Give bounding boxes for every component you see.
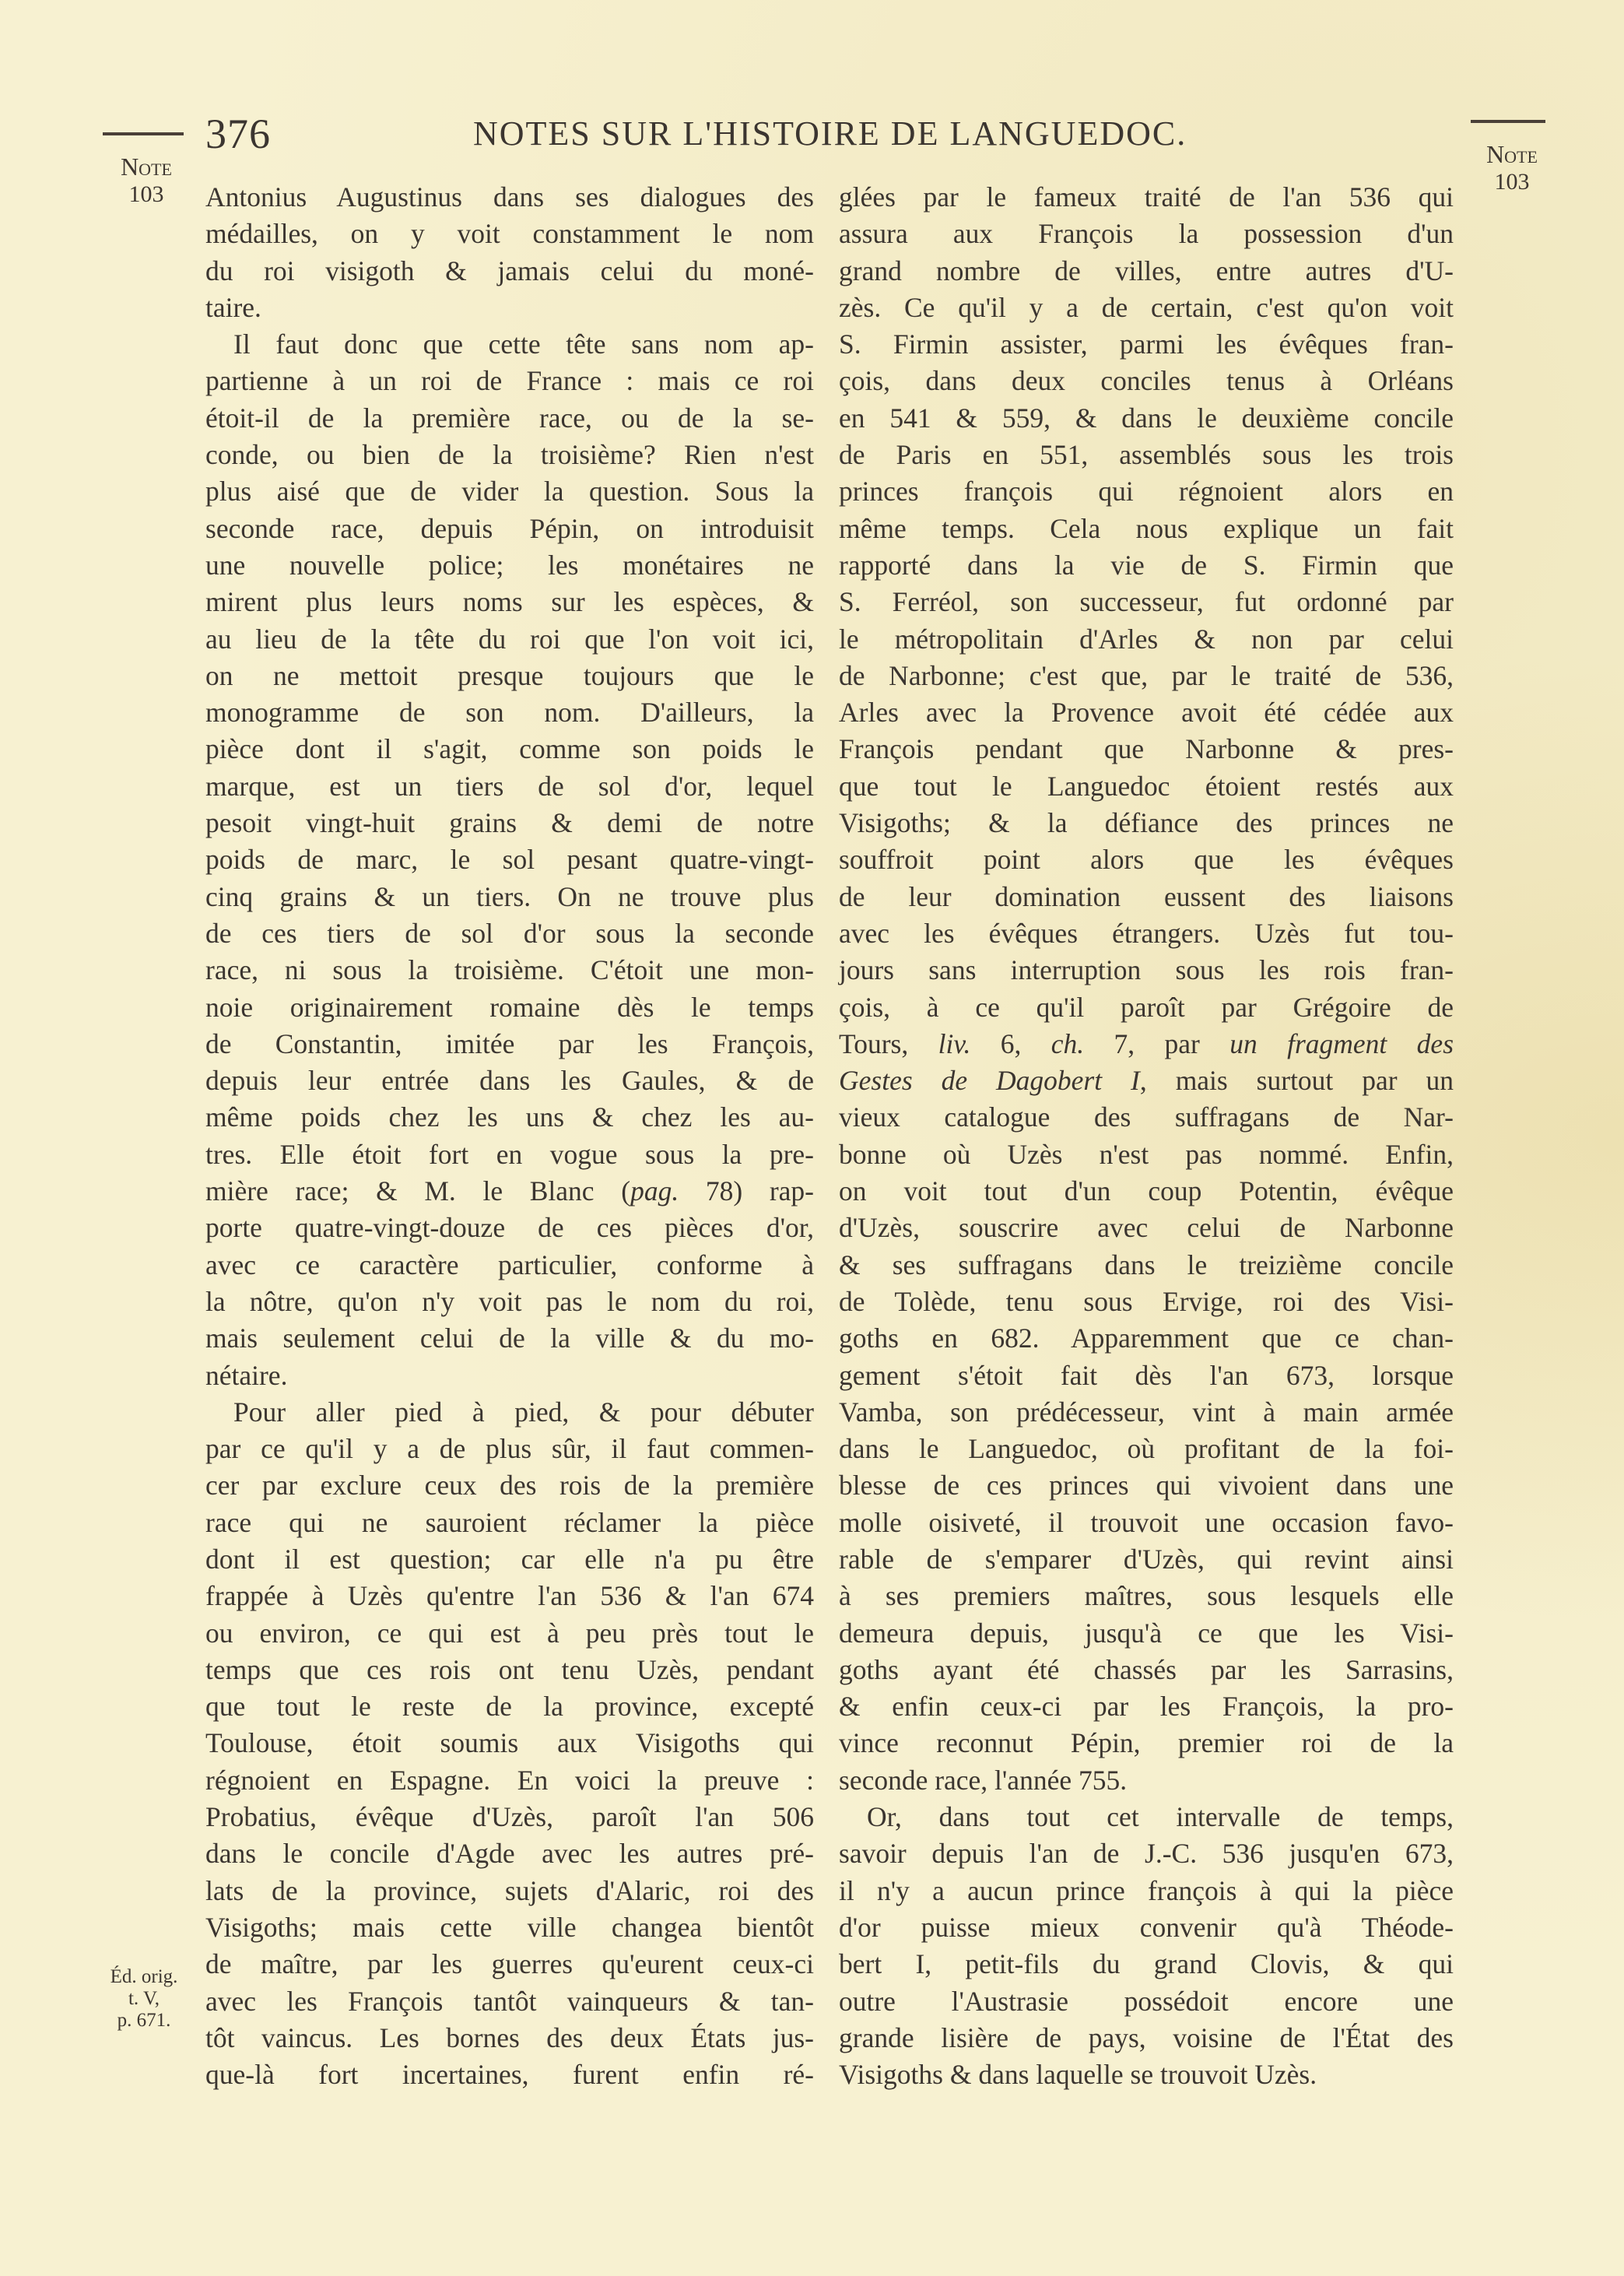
text-line: Il faut donc que cette tête sans nom ap- xyxy=(233,328,814,360)
text-line: & ses suffragans dans le treizième concile xyxy=(839,1249,1454,1280)
text-fragment: mière race; & M. le Blanc ( xyxy=(205,1175,631,1207)
text-line: plus aisé que de vider la question. Sous la xyxy=(205,476,814,508)
text-line: noie originairement romaine dès le temps xyxy=(205,991,814,1023)
text-line: Visigoths; mais cette ville changea bientôt xyxy=(205,1911,814,1943)
text-line: demeura depuis, jusqu'à ce que les Visi- xyxy=(839,1617,1454,1649)
text-line: S. Firmin assister, parmi les évêques fran- xyxy=(839,328,1454,360)
text-line: à ses premiers maîtres, sous lesquels elle xyxy=(839,1580,1454,1612)
left-column xyxy=(205,179,814,2093)
running-title: NOTES SUR L'HISTOIRE DE LANGUEDOC. xyxy=(473,114,1187,153)
citation-italic: pag. xyxy=(630,1175,679,1207)
text-line: assura aux François la possession d'un xyxy=(839,218,1454,250)
text-line: on voit tout d'un coup Potentin, évêque xyxy=(839,1175,1454,1207)
text-line: dans le concile d'Agde avec les autres pré- xyxy=(205,1838,814,1870)
text-line-citation xyxy=(839,1062,1454,1099)
text-line: François pendant que Narbonne & pres- xyxy=(839,733,1454,765)
text-line: savoir depuis l'an de J.-C. 536 jusqu'en 673, xyxy=(839,1838,1454,1870)
text-line: glées par le fameux traité de l'an 536 qui xyxy=(839,181,1454,212)
text-line: Vamba, son prédécesseur, vint à main armée xyxy=(839,1396,1454,1428)
left-margin-rule xyxy=(103,132,184,135)
text-line: seconde race, depuis Pépin, on introduisit xyxy=(205,512,814,544)
text-line: bert I, petit-fils du grand Clovis, & qui xyxy=(839,1948,1454,1980)
text-line: cinq grains & un tiers. On ne trouve plus xyxy=(205,880,814,912)
text-line: monogramme de son nom. D'ailleurs, la xyxy=(205,697,814,729)
text-line: que tout le Languedoc étoient restés aux xyxy=(839,770,1454,802)
text-line: vieux catalogue des suffragans de Nar- xyxy=(839,1101,1454,1133)
text-line: mirent plus leurs noms sur les espèces, & xyxy=(205,586,814,618)
right-margin-rule xyxy=(1471,120,1545,123)
text-line: molle oisiveté, il trouvoit une occasion favo- xyxy=(839,1506,1454,1538)
citation-italic: un fragment des xyxy=(1229,1027,1454,1059)
text-line: goths en 682. Apparemment que ce chan- xyxy=(839,1322,1454,1354)
text-line: & enfin ceux-ci par les François, la pro- xyxy=(839,1691,1454,1723)
text-line: jours sans interruption sous les rois fran- xyxy=(839,954,1454,986)
text-line: de ces tiers de sol d'or sous la seconde xyxy=(205,917,814,949)
text-line: frappée à Uzès qu'entre l'an 536 & l'an 674 xyxy=(205,1580,814,1612)
text-line: ou environ, ce qui est à peu près tout le xyxy=(205,1617,814,1649)
text-line: même temps. Cela nous explique un fait xyxy=(839,512,1454,544)
text-line: conde, ou bien de la troisième? Rien n'est xyxy=(205,439,814,471)
text-line: seconde race, l'année 755. xyxy=(839,1764,1128,1796)
text-line: zès. Ce qu'il y a de certain, c'est qu'on voit xyxy=(839,291,1454,323)
text-line: avec les évêques étrangers. Uzès fut tou- xyxy=(839,917,1454,949)
text-line: par ce qu'il y a de plus sûr, il faut commen- xyxy=(205,1433,814,1465)
text-line: depuis leur entrée dans les Gaules, & de xyxy=(205,1065,814,1097)
text-line: même poids chez les uns & chez les au- xyxy=(205,1101,814,1133)
text-line: tôt vaincus. Les bornes des deux États jus- xyxy=(205,2021,814,2053)
text-line: pièce dont il s'agit, comme son poids le xyxy=(205,733,814,765)
text-line: Pour aller pied à pied, & pour débuter xyxy=(233,1396,814,1428)
text-line: que-là fort incertaines, furent enfin ré- xyxy=(205,2059,814,2091)
edition-reference xyxy=(97,1966,191,2032)
edition-ref-line: Éd. orig. xyxy=(110,1966,178,1987)
citation-italic: ch. xyxy=(1051,1027,1085,1059)
text-line: pesoit vingt-huit grains & demi de notre xyxy=(205,807,814,839)
text-line: race, ni sous la troisième. C'étoit une mon- xyxy=(205,954,814,986)
text-line: bonne où Uzès n'est pas nommé. Enfin, xyxy=(839,1138,1454,1170)
note-number: 103 xyxy=(128,181,164,207)
note-label: Note xyxy=(121,153,172,181)
citation-italic: Gestes de Dagobert I xyxy=(839,1065,1140,1097)
text-line: çois, dans deux conciles tenus à Orléans xyxy=(839,365,1454,397)
text-line-citation xyxy=(839,1026,1454,1062)
text-line: régnoient en Espagne. En voici la preuve : xyxy=(205,1764,814,1796)
text-line: mais seulement celui de la ville & du mo- xyxy=(205,1322,814,1354)
text-line: outre l'Austrasie possédoit encore une xyxy=(839,1985,1454,2017)
citation-italic: liv. xyxy=(938,1027,971,1059)
text-line: vince reconnut Pépin, premier roi de la xyxy=(839,1727,1454,1759)
text-line: Visigoths & dans laquelle se trouvoit Uzès. xyxy=(839,2059,1317,2091)
text-line-citation xyxy=(205,1173,814,1210)
text-line: de Paris en 551, assemblés sous les trois xyxy=(839,439,1454,471)
text-line: marque, est un tiers de sol d'or, lequel xyxy=(205,770,814,802)
text-line: Probatius, évêque d'Uzès, paroît l'an 506 xyxy=(205,1801,814,1833)
text-line: çois, à ce qu'il paroît par Grégoire de xyxy=(839,991,1454,1023)
text-line: avec ce caractère particulier, conforme à xyxy=(205,1249,814,1280)
text-line: on ne mettoit presque toujours que le xyxy=(205,659,814,691)
text-line: de maître, par les guerres qu'eurent ceux-ci xyxy=(205,1948,814,1980)
text-line: gement s'étoit fait dès l'an 673, lorsque xyxy=(839,1359,1454,1391)
text-line: une nouvelle police; les monétaires ne xyxy=(205,549,814,581)
page-number: 376 xyxy=(205,111,271,157)
text-line: rable de s'emparer d'Uzès, qui revint ainsi xyxy=(839,1543,1454,1575)
text-line: d'Uzès, souscrire avec celui de Narbonne xyxy=(839,1212,1454,1244)
text-line: souffroit point alors que les évêques xyxy=(839,844,1454,876)
text-line: grande lisière de pays, voisine de l'État des xyxy=(839,2021,1454,2053)
text-line: race qui ne sauroient réclamer la pièce xyxy=(205,1506,814,1538)
text-line: étoit-il de la première race, ou de la se- xyxy=(205,402,814,434)
text-line: blesse de ces princes qui vivoient dans une xyxy=(839,1470,1454,1502)
text-line: grand nombre de villes, entre autres d'U- xyxy=(839,255,1454,286)
text-line: princes françois qui régnoient alors en xyxy=(839,476,1454,508)
text-line: taire. xyxy=(205,291,261,323)
text-line: avec les François tantôt vainqueurs & tan- xyxy=(205,1985,814,2017)
text-line: poids de marc, le sol pesant quatre-vingt- xyxy=(205,844,814,876)
text-line: il n'y a aucun prince françois à qui la pièce xyxy=(839,1874,1454,1906)
right-column xyxy=(839,179,1454,2093)
text-line: en 541 & 559, & dans le deuxième concile xyxy=(839,402,1454,434)
text-line: le métropolitain d'Arles & non par celui xyxy=(839,623,1454,655)
text-line: S. Ferréol, son successeur, fut ordonné par xyxy=(839,586,1454,618)
text-line: cer par exclure ceux des rois de la première xyxy=(205,1470,814,1502)
text-line: Antonius Augustinus dans ses dialogues des xyxy=(205,181,814,212)
text-line: porte quatre-vingt-douze de ces pièces d'or, xyxy=(205,1212,814,1244)
text-line: de leur domination eussent des liaisons xyxy=(839,880,1454,912)
text-fragment: Tours, xyxy=(839,1027,938,1059)
text-line: Toulouse, étoit soumis aux Visigoths qui xyxy=(205,1727,814,1759)
text-line: de Tolède, tenu sous Ervige, roi des Visi- xyxy=(839,1285,1454,1317)
text-line: temps que ces rois ont tenu Uzès, pendant xyxy=(205,1653,814,1685)
text-line: Arles avec la Provence avoit été cédée aux xyxy=(839,697,1454,729)
text-line: goths ayant été chassés par les Sarrasins, xyxy=(839,1653,1454,1685)
text-line: nétaire. xyxy=(205,1359,288,1391)
text-line: de Constantin, imitée par les François, xyxy=(205,1027,814,1059)
text-line: que tout le reste de la province, excepté xyxy=(205,1691,814,1723)
text-line: Visigoths; & la défiance des princes ne xyxy=(839,807,1454,839)
text-line: tres. Elle étoit fort en vogue sous la pre- xyxy=(205,1138,814,1170)
text-fragment: 7, par xyxy=(1084,1027,1230,1059)
text-line: lats de la province, sujets d'Alaric, roi des xyxy=(205,1874,814,1906)
text-fragment: 78) rap- xyxy=(679,1175,814,1207)
left-margin-note xyxy=(109,153,184,208)
text-line: d'or puisse mieux convenir qu'à Théode- xyxy=(839,1911,1454,1943)
text-line: du roi visigoth & jamais celui du moné- xyxy=(205,255,814,286)
note-label: Note xyxy=(1486,140,1538,168)
right-margin-note xyxy=(1475,140,1549,195)
edition-ref-line: t. V, xyxy=(128,1988,160,2009)
text-line: de Narbonne; c'est que, par le traité de 536, xyxy=(839,659,1454,691)
text-fragment: , mais surtout par un xyxy=(1139,1065,1454,1097)
text-line: dont il est question; car elle n'a pu être xyxy=(205,1543,814,1575)
edition-ref-line: p. 671. xyxy=(117,2010,171,2031)
text-line: médailles, on y voit constamment le nom xyxy=(205,218,814,250)
text-line: rapporté dans la vie de S. Firmin que xyxy=(839,549,1454,581)
text-line: Or, dans tout cet intervalle de temps, xyxy=(867,1801,1454,1833)
text-fragment: 6, xyxy=(970,1027,1051,1059)
text-line: dans le Languedoc, où profitant de la foi- xyxy=(839,1433,1454,1465)
text-line: partienne à un roi de France : mais ce roi xyxy=(205,365,814,397)
text-line: la nôtre, qu'on n'y voit pas le nom du roi, xyxy=(205,1285,814,1317)
note-number: 103 xyxy=(1494,168,1530,195)
text-line: au lieu de la tête du roi que l'on voit ici, xyxy=(205,623,814,655)
